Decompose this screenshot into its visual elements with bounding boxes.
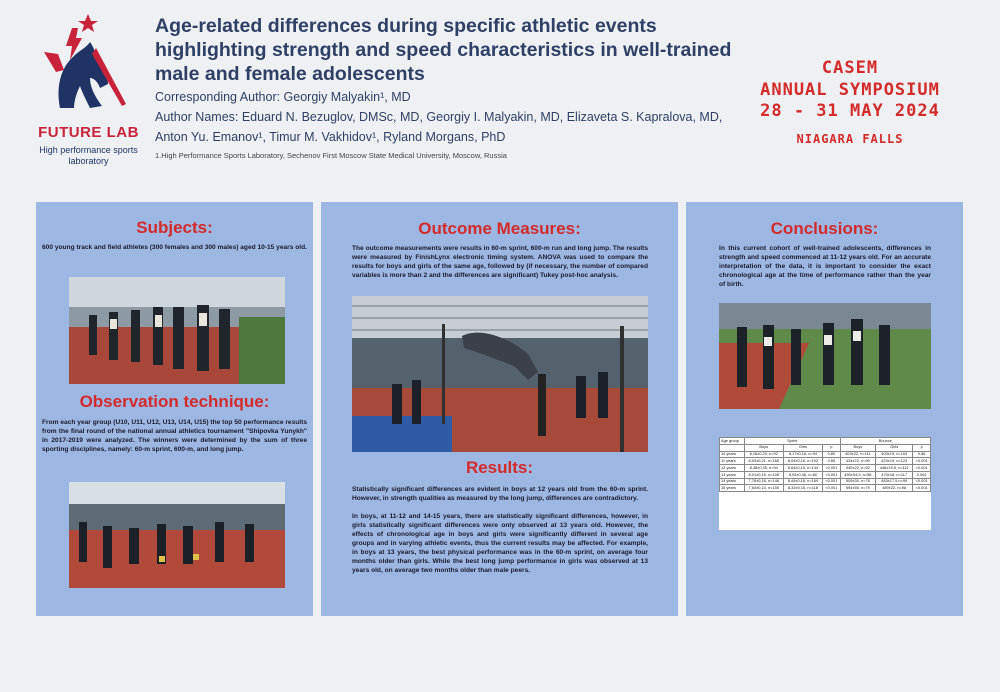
logo-subtitle-line1: High performance sports <box>39 145 138 155</box>
table-cell: 15 years <box>720 485 745 492</box>
table-cell: 8,01±0,15, n=108 <box>744 471 783 478</box>
title-line-3: male and female adolescents <box>155 63 425 85</box>
table-cell: 7,78±0,16, n=148 <box>744 478 783 485</box>
table-sub-header-row <box>720 444 931 451</box>
table-cell: 450±54,9, n=58 <box>840 471 875 478</box>
event-subtitle: ANNUAL SYMPOSIUM <box>760 80 940 100</box>
subjects-text: 600 young track and field athletes (300 females and 300 males) aged 10-15 years old. <box>42 244 307 251</box>
girls-race-photo <box>719 303 931 409</box>
table-cell: 8,04±0,16, n=102 <box>783 458 822 465</box>
runners-photo-1 <box>69 277 285 384</box>
table-cell: 423±19, n=123 <box>876 458 913 465</box>
table-cell: 14 years <box>720 478 745 485</box>
logo-subtitle-line2: laboratory <box>68 156 109 166</box>
table-subheader: Boys <box>744 444 783 451</box>
center-panel <box>321 202 678 616</box>
table-cell: <0.001 <box>913 465 931 472</box>
table-cell: 8,05±0,36, n=60 <box>783 471 822 478</box>
author-names-line2: Anton Yu. Emanov¹, Timur M. Vakhidov¹, Ryland Morgans, PhD <box>155 130 506 144</box>
corresponding-author: Corresponding Author: Georgiy Malyakin¹, MD <box>155 90 411 104</box>
table-cell: 440±22, n=92 <box>840 465 875 472</box>
table-subheader <box>720 444 745 451</box>
event-name: CASEM <box>821 58 879 78</box>
table-cell: 8,64±0,15, n=144 <box>783 465 822 472</box>
table-cell: 10 years <box>720 451 745 458</box>
table-row <box>720 458 931 465</box>
subjects-heading: Subjects: <box>136 218 213 237</box>
table-cell: 434±22, n=90 <box>840 458 875 465</box>
table-cell: 13 years <box>720 471 745 478</box>
table-top-header-row <box>720 438 931 445</box>
author-names-line1: Author Names: Eduard N. Bezuglov, DMSc, MD, Georgiy I. Malyakin, MD, Elizaveta S. Kapralova, MD, <box>155 110 723 124</box>
event-dates: 28 - 31 MAY 2024 <box>760 101 940 121</box>
table-cell: <0.001 <box>913 458 931 465</box>
results-heading: Results: <box>465 458 534 477</box>
table-cell: 8,44±0,16, n=169 <box>783 478 822 485</box>
results-table <box>719 437 931 530</box>
title-line-1: Age-related differences during specific athletic events <box>155 15 657 37</box>
table-cell: 0.062 <box>913 471 931 478</box>
table-header-bounce: Bounce <box>840 438 930 445</box>
table-cell: <0.001 <box>913 478 931 485</box>
table-cell: <0.001 <box>913 485 931 492</box>
table-row <box>720 485 931 492</box>
table-row <box>720 471 931 478</box>
title-line-2: highlighting strength and speed characteristics in well-trained <box>155 39 732 61</box>
table-cell: <0.001 <box>823 485 841 492</box>
poster-title <box>155 14 755 86</box>
table-cell: 8,48±0,35, n=94 <box>744 465 783 472</box>
high-jump-photo <box>352 296 648 452</box>
table-header-age: Age group <box>720 438 745 445</box>
affiliation: 1.High Performance Sports Laboratory, Sechenov First Moscow State Medical University, Moscow, Russia <box>155 151 507 160</box>
table-subheader: Boys <box>840 444 875 451</box>
observation-heading: Observation technique: <box>79 392 270 411</box>
table-cell: 0.85 <box>823 458 841 465</box>
table-subheader: p <box>913 444 931 451</box>
table-cell: <0.001 <box>823 465 841 472</box>
table-header-sprint: Sprint <box>744 438 840 445</box>
observation-text: From each year group (U10, U11, U12, U13, U14, U15) the top 50 performance results from the final round of the national annual athletics tournament "Shipovka Yunykh" in 2017-2019 were analyzed. The winners were determined by the sum of three sporting disciplines, namely: 60-m sprint, 600-m, and long jump. <box>42 419 307 453</box>
table-row <box>720 451 931 458</box>
table-row <box>720 465 931 472</box>
table-cell: 448±19,5, n=111 <box>876 465 913 472</box>
conclusions-text: In this current cohort of well-trained adolescents, differences in strength and speed commenced at 11-12 years old. For an accurate interpretation of the data, it is important to consider the exact chronological age at the time of performance rather than the year of birth. <box>719 245 931 288</box>
table-cell: 0.86 <box>913 451 931 458</box>
table-cell: 8,33±0,15, n=118 <box>783 485 822 492</box>
table-cell: 8,18±0,20, n=92 <box>744 451 783 458</box>
table-cell: 12 years <box>720 465 745 472</box>
table-subheader: Girls <box>876 444 913 451</box>
logo-title: FUTURE LAB <box>38 124 139 141</box>
table-cell: 483±17,5 n=99 <box>876 478 913 485</box>
table-cell: 509±30, n=76 <box>840 478 875 485</box>
table-cell: <0.001 <box>823 478 841 485</box>
table-cell: 594±50, n=79 <box>840 485 875 492</box>
table-cell: 403±19, n=104 <box>876 451 913 458</box>
outcome-heading: Outcome Measures: <box>418 219 581 238</box>
table-cell: 8,09±0,21, n=168 <box>744 458 783 465</box>
results-text-2: In boys, at 11-12 and 14-15 years, there are statistically significant differences, however, in girls statistically significant differences were only observed at 13 years old. However, the effects of chronological age in boys and girls were significantly different in several age groups and in varying athletic events, thus the current results may be affected. For example, in boys at 13 years, the best physical performance was in the 60-m sprint, on average four months older than girls. While the best long jump performance in girls was observed at 13 years old, on average two months older than male peers. <box>352 513 648 574</box>
outcome-text: The outcome measurements were results in 60-m sprint, 600-m run and long jump. The results were measured by FinishLynx electronic timing system. ANOVA was used to compare the results for boys and girls of the same age, followed by (if necessary, the number of compared variables is more than 2 and the differences are significant) Tukey post-hoc analysis. <box>352 245 648 279</box>
conclusions-heading: Conclusions: <box>770 219 879 238</box>
table-cell: 0.80 <box>823 451 841 458</box>
table-cell: <0.001 <box>823 471 841 478</box>
table-subheader: Girls <box>783 444 822 451</box>
event-location: NIAGARA FALLS <box>796 132 904 146</box>
right-panel <box>686 202 963 616</box>
table-cell: 11 years <box>720 458 745 465</box>
table-subheader: p <box>823 444 841 451</box>
table-cell: 470±18, n=117 <box>876 471 913 478</box>
table-cell: 403±22, n=111 <box>840 451 875 458</box>
table-row <box>720 478 931 485</box>
table-cell: 489±22, n=98 <box>876 485 913 492</box>
table-cell: 8,17±0,16, n=94 <box>783 451 822 458</box>
results-text-1: Statistically significant differences are evident in boys at 12 years old from the 60-m sprint. However, in strength qualities as measured by the long jump, differences are contradictory. <box>352 486 648 502</box>
table-cell: 7,64±0,14, n=155 <box>744 485 783 492</box>
sprint-start-photo <box>69 482 285 588</box>
logo-subtitle <box>26 145 151 167</box>
left-panel <box>36 202 313 616</box>
